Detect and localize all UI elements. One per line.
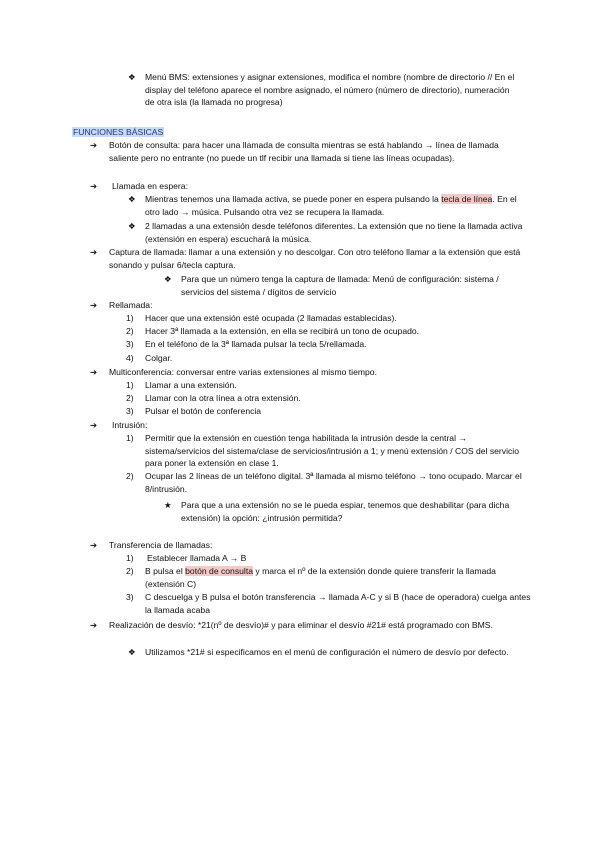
list-item-text: Llamada en espera: [112, 181, 188, 191]
section-heading [72, 126, 164, 139]
list-number: 3) [126, 406, 134, 417]
arrow-bullet-icon: ➔ [90, 247, 98, 257]
numbered-item-text: En el teléfono de la 3ª llamada pulsar la tecla 5/rellamada. [145, 339, 367, 350]
arrow-bullet-icon: ➔ [90, 367, 98, 377]
list-item-text: Realización de desvío: *21(nº de desvío)# y para eliminar el desvío #21# está programado con BMS. [109, 620, 493, 630]
list-item-text: Rellamada: [109, 300, 153, 310]
numbered-item-text: Hacer 3ª llamada a la extensión, en ella se recibirá un tono de ocupado. [145, 326, 420, 337]
top-item-text: Menú BMS: extensiones y asignar extensiones, modifica el nombre (nombre de directorio // En el display del teléfono aparece el nombre asignado, el número (número de directorio), numeración de otra isla (la llamada no progresa) [145, 72, 515, 108]
list-item-llamada-espera [90, 180, 526, 193]
list-item-boton-consulta [90, 139, 526, 164]
numbered-item-text: Ocupar las 2 líneas de un teléfono digital. 3ª llamada al mismo teléfono → tono ocupado. Marcar el 8/intrusión. [145, 471, 522, 494]
list-number: 1) [126, 313, 134, 323]
numbered-item-text: Establecer llamada A → B [147, 553, 247, 563]
list-number: 3) [126, 591, 134, 602]
list-number: 1) [126, 380, 134, 390]
arrow-bullet-icon: ➔ [90, 420, 98, 430]
list-item-rellamada [90, 299, 526, 312]
list-number: 1) [126, 553, 134, 563]
sub-item-text: Mientras tenemos una llamada activa, se puede poner en espera pulsando la tecla de línea. En el otro lado → música. Pulsando otra vez se recupera la llamada. [145, 194, 517, 217]
diamond-bullet-icon: ❖ [128, 72, 136, 82]
diamond-bullet-icon: ❖ [164, 274, 172, 284]
arrow-bullet-icon: ➔ [90, 140, 98, 150]
numbered-list-multiconferencia [126, 379, 526, 418]
list-item-text: Captura de llamada: llamar a una extensión y no descolgar. Con otro teléfono llamar a la extensión que está sonando y pulsar 6/tecla captura. [109, 247, 521, 270]
numbered-item-text: Hacer que una extensión esté ocupada (2 llamadas establecidas). [145, 313, 397, 323]
numbered-item-text: C descuelga y B pulsa el botón transferencia → llamada A-C y si B (hace de operadora) cuelga antes la llamada acaba [145, 591, 531, 615]
list-item-intrusion [90, 419, 526, 432]
sub-item-espera-2 [128, 220, 526, 245]
list-number: 4) [126, 352, 134, 363]
arrow-bullet-icon: ➔ [90, 620, 98, 630]
diamond-bullet-icon: ❖ [128, 647, 136, 657]
numbered-item-text: Colgar. [145, 352, 173, 363]
numbered-list-rellamada [126, 312, 526, 364]
sub-item-captura [164, 273, 526, 298]
list-item-text: Transferencia de llamadas: [109, 540, 213, 550]
star-item-text: Para que a una extensión no se le pueda espiar, tenemos que deshabilitar (para dicha extensión) la opción: ¿intrusión permitida? [181, 500, 510, 523]
list-item-desvio [90, 619, 526, 632]
sub-item-text: Utilizamos *21# si especificamos en el menú de configuración el número de desvío por defecto. [145, 647, 509, 657]
numbered-list-transferencia [126, 552, 534, 616]
numbered-item-text: Llamar a una extensión. [145, 380, 237, 390]
arrow-bullet-icon: ➔ [90, 540, 98, 550]
list-number: 2) [126, 471, 134, 482]
numbered-list-intrusion [126, 432, 534, 496]
diamond-bullet-icon: ❖ [128, 194, 136, 204]
highlight-boton-de-consulta: botón de consulta [185, 566, 253, 577]
top-item [128, 71, 516, 109]
diamond-bullet-icon: ❖ [128, 221, 136, 231]
list-item-transferencia [90, 539, 526, 552]
numbered-item-text: Pulsar el botón de conferencia [145, 406, 262, 417]
list-item-text: Intrusión: [112, 420, 148, 430]
sub-item-text: 2 llamadas a una extensión desde teléfonos diferentes. La extensión que no tiene la llamada activa (extensión en espera) escuchará la música. [145, 221, 523, 244]
section-title: FUNCIONES BÁSICAS [73, 127, 164, 137]
arrow-bullet-icon: ➔ [90, 300, 98, 310]
sub-item-text: Para que un número tenga la captura de llamada: Menú de configuración: sistema / servicios del sistema / dígitos de servicio [181, 274, 499, 297]
list-item-multiconferencia [90, 366, 526, 379]
sub-item-espera-1 [128, 193, 526, 218]
arrow-bullet-icon: ➔ [90, 181, 98, 191]
numbered-item-text: Permitir que la extensión en cuestión tenga habilitada la intrusión desde la central → sistema/servicios del sistema/clase de servicios/intrusión a 1; y menú extensión / COS del servicio para poner la extensión en clase 1. [145, 433, 519, 469]
list-item-text: Botón de consulta: para hacer una llamada de consulta mientras se está hablando → línea de llamada saliente pero no entrante (no puede un tlf recibir una llamada si tiene las líneas ocupadas). [109, 140, 499, 163]
numbered-item-text: B pulsa el botón de consulta y marca el nº de la extensión donde quiere transferir la llamada (extensión C) [145, 566, 496, 589]
star-item-intrusion [164, 499, 534, 524]
numbered-item-text: Llamar con la otra línea a otra extensión. [145, 393, 301, 404]
list-number: 2) [126, 393, 134, 404]
list-item-text: Multiconferencia: conversar entre varias extensiones al mismo tiempo. [109, 367, 377, 377]
highlight-tecla-de-linea: tecla de línea [441, 194, 493, 204]
list-item-captura [90, 246, 526, 271]
list-number: 2) [126, 566, 134, 577]
sub-item-desvio [128, 646, 526, 659]
star-bullet-icon: ★ [164, 500, 172, 510]
list-number: 1) [126, 433, 134, 443]
list-number: 2) [126, 326, 134, 337]
list-number: 3) [126, 339, 134, 350]
